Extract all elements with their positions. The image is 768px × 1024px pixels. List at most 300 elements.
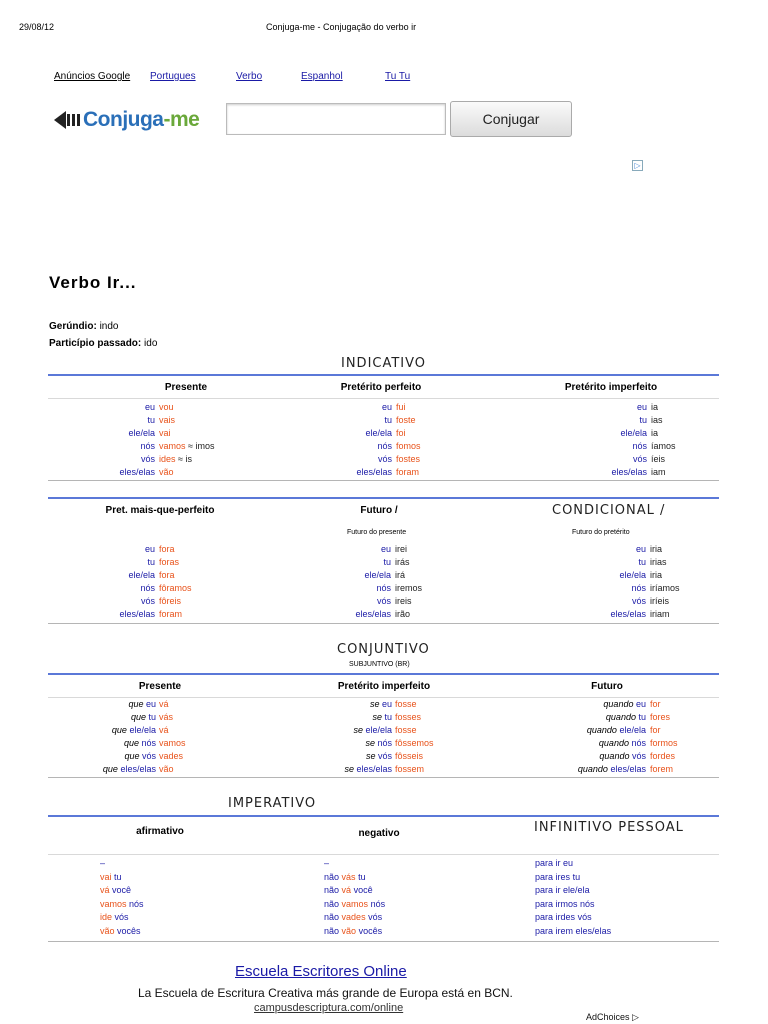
conjugation-row [353, 724, 392, 737]
verb-form: ide [100, 912, 113, 922]
conjugation-row [159, 737, 186, 750]
pronoun: tu [572, 871, 581, 882]
text: se [344, 764, 354, 774]
pronoun: para [535, 871, 554, 882]
section-title-infinitivo-pessoal: INFINITIVO PESSOAL [534, 820, 684, 835]
conjugation-row [112, 724, 156, 737]
conjugation-row [159, 569, 175, 582]
verb-form: vão [100, 925, 115, 936]
pronoun: tu [147, 415, 155, 425]
verb-form: for [650, 725, 661, 735]
pronoun: tu [147, 557, 155, 567]
verb-form: forem [650, 764, 674, 774]
conjugation-row [395, 608, 410, 621]
conjugation-row [365, 737, 392, 750]
conjugation-row [159, 466, 174, 479]
verb-form: fostes [396, 454, 421, 464]
verb-form: ir [555, 858, 561, 868]
conjugation-row [395, 750, 423, 763]
column-header: afirmativo [136, 826, 184, 837]
text: irias [650, 557, 667, 567]
conjugation-row [159, 440, 214, 453]
verb-form: vai [100, 871, 112, 882]
section-title-imperativo: IMPERATIVO [228, 796, 317, 811]
pronoun: eu [144, 402, 155, 412]
pronoun: ele/ela [620, 428, 647, 438]
pronoun: você [112, 885, 132, 895]
section-title-condicional: CONDICIONAL / [552, 503, 666, 518]
conjugation-row [639, 414, 647, 427]
conjugation-row [147, 556, 155, 569]
conjugation-row [128, 427, 155, 440]
verb-form: vão [159, 467, 174, 477]
pronoun: vós [377, 454, 392, 464]
text: se [369, 699, 380, 709]
pronoun: nós [129, 898, 144, 909]
text: ≈ is [175, 454, 192, 464]
verb-form: vá [341, 885, 352, 895]
conjugation-row [159, 724, 169, 737]
verb-form: vamos [159, 441, 186, 451]
conjugation-row [535, 871, 580, 884]
pronoun: nós [370, 898, 386, 909]
verb-form: fosse [395, 725, 417, 735]
verb-form: ires [555, 871, 571, 882]
nav-espanhol[interactable]: Espanhol [301, 71, 343, 82]
pronoun: ele/ela [563, 885, 590, 895]
conjugation-row [159, 453, 192, 466]
conjugate-button[interactable]: Conjugar [450, 101, 572, 137]
verb-form: fôramos [159, 583, 192, 593]
conjugation-row [632, 440, 647, 453]
print-date: 29/08/12 [19, 22, 55, 32]
verb-form: vai [159, 428, 171, 438]
nav-anuncios-google[interactable]: Anúncios Google [54, 71, 131, 82]
pronoun: ele/ela [619, 570, 646, 580]
verb-form: foras [159, 557, 180, 567]
pronoun: você [353, 885, 373, 895]
conjugation-row [395, 595, 412, 608]
verb-form: fora [159, 544, 175, 554]
conjugation-row [396, 401, 406, 414]
pronoun: não [324, 885, 340, 895]
text: ia [651, 428, 659, 438]
conjugation-row [650, 737, 678, 750]
pronoun: para [535, 898, 554, 909]
conjugation-row [651, 401, 658, 414]
arrow-left-icon [54, 111, 66, 129]
conjugation-row [159, 608, 182, 621]
text: que [102, 764, 118, 774]
conjugation-row [620, 427, 647, 440]
conjugation-row [650, 543, 662, 556]
conjugation-row [100, 898, 144, 911]
pronoun: ele/ela [128, 570, 155, 580]
verb-form: vades [159, 751, 184, 761]
verb-form: fôsseis [395, 751, 424, 761]
text: se [365, 751, 376, 761]
conjugation-row [159, 763, 174, 776]
conjugation-row [395, 698, 417, 711]
conjugation-row [128, 698, 156, 711]
conjugation-row [159, 414, 175, 427]
conjugation-row [636, 543, 646, 556]
column-header: negativo [358, 828, 400, 839]
pronoun: vocês [117, 925, 141, 936]
pronoun: vós [141, 751, 156, 761]
site-logo[interactable] [54, 107, 199, 133]
conjugation-row [159, 698, 169, 711]
conjugation-row [651, 440, 676, 453]
pronoun: ele/ela [129, 725, 156, 735]
text: se [365, 738, 375, 748]
pronoun: para [535, 858, 554, 868]
conjugation-row [395, 737, 434, 750]
conjugation-row [382, 401, 392, 414]
pronoun: tu [384, 712, 392, 722]
pronoun: vós [632, 454, 647, 464]
conjugation-row [159, 711, 173, 724]
verb-form: formos [650, 738, 678, 748]
pronoun: tu [358, 871, 366, 882]
pronoun: vós [377, 751, 392, 761]
verb-form: for [650, 699, 661, 709]
conjugation-row [650, 556, 667, 569]
conjugation-row [378, 453, 392, 466]
text: iriam [650, 609, 670, 619]
verb-form: vades [341, 912, 366, 922]
subheader-futuro-presente: Futuro do presente [347, 529, 407, 536]
text: irá [395, 570, 406, 580]
pronoun: eles/elas [356, 467, 392, 477]
verb-form: vá [159, 725, 169, 735]
pronoun: nós [631, 583, 646, 593]
pronoun: ele/ela [365, 725, 392, 735]
column-header: Pretérito imperfeito [564, 382, 658, 393]
conjugation-row [324, 925, 382, 938]
pronoun: eu [635, 699, 646, 709]
verb-form: vá [159, 699, 169, 709]
conjugation-row [370, 698, 392, 711]
ad-triangle-icon[interactable]: ▷ [632, 160, 643, 171]
conjugation-row [324, 911, 382, 924]
pronoun: eu [381, 699, 392, 709]
verb-form: foram [396, 467, 420, 477]
text: irás [395, 557, 410, 567]
text: íeis [651, 454, 666, 464]
conjugation-row [159, 401, 174, 414]
conjugation-row [535, 898, 595, 911]
text: iam [651, 467, 666, 477]
pronoun: nós [632, 441, 647, 451]
pronoun: eles/elas [575, 925, 612, 936]
conjugation-row [376, 582, 391, 595]
conjugation-row [384, 414, 392, 427]
verb-form: vais [159, 415, 176, 425]
verb-form: ir [555, 885, 561, 895]
verb-search-input[interactable] [226, 103, 446, 135]
text: iria [650, 544, 663, 554]
pronoun: eles/elas [355, 609, 391, 619]
pronoun: ele/ela [364, 570, 391, 580]
conjugation-row [159, 427, 171, 440]
conjugation-row [651, 427, 658, 440]
conjugation-row [603, 698, 646, 711]
conjugation-row [599, 737, 646, 750]
conjugation-row [131, 711, 156, 724]
conjugation-row [119, 466, 155, 479]
conjugation-row [535, 911, 592, 924]
conjugation-row [145, 401, 155, 414]
verb-form: vão [341, 925, 357, 936]
conjugation-row [651, 414, 663, 427]
conjugation-row [650, 582, 680, 595]
pronoun: eles/elas [119, 467, 155, 477]
conjugation-row [365, 427, 392, 440]
text: irão [395, 609, 411, 619]
text: iríeis [650, 596, 670, 606]
conjugation-row [100, 871, 122, 884]
verb-form: fores [650, 712, 671, 722]
conjugation-row [599, 750, 646, 763]
verb-form: foram [159, 609, 183, 619]
subheader-futuro-preterito: Futuro do pretérito [572, 529, 630, 536]
text: iremos [395, 583, 423, 593]
verb-form: vou [159, 402, 174, 412]
text: iria [650, 570, 663, 580]
conjugation-row [100, 884, 131, 897]
conjugation-row [324, 857, 329, 870]
conjugation-row [381, 543, 391, 556]
conjugation-row [396, 440, 421, 453]
conjugation-row [159, 543, 175, 556]
conjugation-row [578, 763, 646, 776]
conjugation-row [650, 750, 675, 763]
conjugation-row [651, 453, 665, 466]
verb-form: irem [555, 925, 574, 936]
conjugation-row [396, 414, 416, 427]
conjugation-row [395, 724, 417, 737]
column-header: Futuro [591, 681, 623, 692]
pronoun: eles/elas [610, 609, 646, 619]
text: quando [605, 712, 636, 722]
verb-form: fossem [395, 764, 425, 774]
pronoun: tu [114, 871, 122, 882]
pronoun: vós [376, 596, 391, 606]
pronoun: nós [377, 441, 392, 451]
conjugation-row [650, 724, 661, 737]
conjugation-row [366, 750, 392, 763]
nav-tutu[interactable]: Tu Tu [385, 71, 411, 82]
nav-verbo[interactable]: Verbo [236, 71, 263, 82]
adchoices-link[interactable]: AdChoices ▷ [586, 1012, 639, 1022]
conjugation-row [650, 608, 670, 621]
conjugation-row [650, 595, 669, 608]
verb-form: fôreis [159, 596, 182, 606]
pronoun: nós [140, 583, 155, 593]
conjugation-row [619, 569, 646, 582]
conjugation-row [587, 724, 646, 737]
pronoun: para [535, 925, 554, 936]
verb-form: vamos [100, 898, 127, 909]
verb-form: vás [341, 871, 356, 882]
conjugation-row [632, 595, 646, 608]
pronoun: nós [631, 738, 646, 748]
text: quando [603, 699, 634, 709]
conjugation-row [103, 763, 156, 776]
conjugation-row [377, 595, 391, 608]
conjugation-row [141, 453, 155, 466]
text: que [128, 699, 144, 709]
conjugation-row [395, 711, 421, 724]
text: ≈ imos [185, 441, 215, 451]
pronoun: eles/elas [610, 764, 646, 774]
pronoun: vós [631, 596, 646, 606]
column-header: Pretérito imperfeito [337, 681, 431, 692]
pronoun: não [324, 925, 340, 936]
conjugation-row [396, 427, 406, 440]
conjugation-row [344, 763, 392, 776]
participle-line: Particípio passado: ido [49, 338, 158, 349]
conjugation-row [140, 582, 155, 595]
pronoun: não [324, 912, 340, 922]
section-subtitle-subjuntivo: SUBJUNTIVO (BR) [349, 661, 410, 668]
pronoun: vocês [358, 925, 383, 936]
pronoun: eles/elas [611, 467, 647, 477]
conjugation-row [610, 608, 646, 621]
pronoun: eu [145, 699, 156, 709]
conjugation-row [650, 569, 662, 582]
ad-description: La Escuela de Escritura Creativa más grande de Europa está en BCN. [138, 986, 513, 1000]
conjugation-row [638, 556, 646, 569]
ad-title-link[interactable]: Escuela Escritores Online [235, 963, 407, 980]
conjugation-row [355, 608, 391, 621]
pronoun: nós [141, 738, 156, 748]
verb-form: fora [159, 570, 175, 580]
conjugation-row [159, 582, 192, 595]
conjugation-row [147, 414, 155, 427]
pronoun: eu [635, 544, 646, 554]
conjugation-row [611, 466, 647, 479]
verb-form: foste [396, 415, 416, 425]
text: ireis [395, 596, 412, 606]
conjugation-row [383, 556, 391, 569]
ad-url-link[interactable]: campusdescriptura.com/online [254, 1002, 404, 1014]
conjugation-row [650, 763, 673, 776]
column-header: Futuro / [360, 505, 398, 516]
conjugation-row [159, 556, 179, 569]
text: que [123, 738, 139, 748]
verb-form: irdes [555, 912, 576, 922]
conjugation-row [324, 884, 373, 897]
text: se [353, 725, 363, 735]
logo-text: Conjuga-me [83, 108, 200, 131]
pronoun: tu [638, 557, 646, 567]
conjugation-row [650, 698, 661, 711]
verb-form: vamos [159, 738, 186, 748]
conjugation-row [124, 737, 156, 750]
pronoun: vós [140, 454, 155, 464]
conjugation-row [364, 569, 391, 582]
conjugation-row [324, 898, 385, 911]
verb-form: foi [396, 428, 406, 438]
text: que [124, 751, 140, 761]
conjugation-row [395, 582, 422, 595]
page-title: Verbo Ir... [49, 273, 137, 292]
gerund-line: Gerúndio: indo [49, 321, 119, 332]
text: que [111, 725, 127, 735]
conjugation-row [395, 556, 410, 569]
text: quando [598, 738, 629, 748]
speed-bars-icon [67, 114, 80, 126]
pronoun: não [324, 898, 340, 909]
pronoun: para [535, 912, 554, 922]
nav-portugues[interactable]: Portugues [150, 71, 196, 82]
verb-form: vá [100, 885, 110, 895]
conjugation-row [651, 466, 666, 479]
text: iríamos [650, 583, 680, 593]
text: quando [586, 725, 617, 735]
conjugation-row [356, 466, 392, 479]
verb-form: fomos [396, 441, 421, 451]
verb-form: fôssemos [395, 738, 434, 748]
pronoun: vós [140, 596, 155, 606]
conjugation-row [100, 925, 141, 938]
conjugation-row [377, 440, 392, 453]
conjugation-row [637, 401, 647, 414]
conjugation-row [140, 440, 155, 453]
conjugation-row [535, 925, 611, 938]
pronoun: tu [383, 557, 391, 567]
verb-form: ides [159, 454, 176, 464]
verb-form: irmos [555, 898, 578, 909]
verb-form: fui [396, 402, 406, 412]
pronoun: vós [631, 751, 646, 761]
section-title-indicativo: INDICATIVO [341, 356, 427, 371]
pronoun: eu [563, 858, 574, 868]
column-header: Pretérito perfeito [340, 382, 422, 393]
pronoun: tu [148, 712, 156, 722]
conjugation-row [631, 582, 646, 595]
text: quando [599, 751, 630, 761]
pronoun: ele/ela [619, 725, 646, 735]
conjugation-row [141, 595, 155, 608]
pronoun: – [324, 858, 330, 868]
pronoun: para [535, 885, 554, 895]
pronoun: – [100, 858, 106, 868]
pronoun: tu [638, 712, 646, 722]
text: se [372, 712, 382, 722]
verb-form: fordes [650, 751, 676, 761]
text: ia [651, 402, 659, 412]
conjugation-row [124, 750, 156, 763]
pronoun: eles/elas [120, 764, 156, 774]
conjugation-row [145, 543, 155, 556]
conjugation-row [324, 871, 366, 884]
pronoun: nós [580, 898, 595, 909]
adchoices-icon: ▷ [632, 1012, 639, 1022]
conjugation-row [396, 466, 419, 479]
verb-form: fosse [395, 699, 417, 709]
conjugation-row [395, 763, 424, 776]
conjugation-row [119, 608, 155, 621]
section-title-conjuntivo: CONJUNTIVO [337, 642, 430, 657]
conjugation-row [606, 711, 646, 724]
text: que [130, 712, 146, 722]
conjugation-row [395, 543, 407, 556]
conjugation-row [396, 453, 420, 466]
pronoun: tu [384, 415, 392, 425]
